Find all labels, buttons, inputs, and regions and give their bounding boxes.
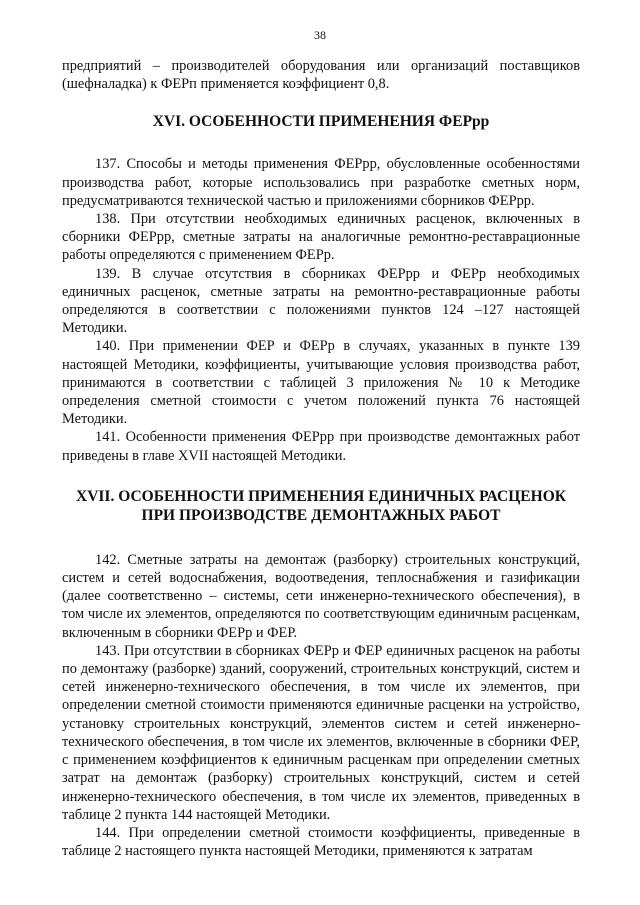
paragraph-144: 144. При определении сметной стоимости коэффициенты, приведенные в таблице 2 настоящего пункта настоящей Методики, применяются к затратам [62,824,580,860]
paragraph-141: 141. Особенности применения ФЕРрр при производстве демонтажных работ приведены в главе XVII настоящей Методики. [62,429,580,464]
paragraph-140: 140. При применении ФЕР и ФЕРр в случаях, указанных в пункте 139 настоящей Методики, коэффициенты, учитывающие условия производства работ, принимаются в соответствии с таблицей 3 приложения № 10 к Методике определения сметной стоимости с учетом положений пункта 76 настоящей Методики. [62,338,580,428]
paragraph-139: 139. В случае отсутствия в сборниках ФЕРрр и ФЕРр необходимых единичных расценок, сметные затраты на ремонтно-реставрационные работы определяются в соответствии с положениями пунктов 124 –127 настоящей Методики. [62,265,580,337]
paragraph-continuation: предприятий – производителей оборудования или организаций поставщиков (шефналадка) к ФЕРп применяется коэффициент 0,8. [62,58,580,93]
section-heading-17-line-1: XVII. ОСОБЕННОСТИ ПРИМЕНЕНИЯ ЕДИНИЧНЫХ РАСЦЕНОК [76,487,566,505]
section-heading-17 [62,487,580,525]
paragraph-137: 137. Способы и методы применения ФЕРрр, обусловленные особенностями производства работ, которые использовались при разработке сметных норм, предусматриваются технической частью и приложениями сборников ФЕРрр. [62,156,580,209]
page-number: 38 [314,28,326,42]
paragraph-138: 138. При отсутствии необходимых единичных расценок, включенных в сборники ФЕРрр, сметные затраты на аналогичные ремонтно-реставрационные работы определяются с применением ФЕРр. [62,211,580,264]
paragraph-142: 142. Сметные затраты на демонтаж (разборку) строительных конструкций, систем и сетей водоснабжения, водоотведения, теплоснабжения и газификации (далее соответственно – системы, сети инженерно-технического обеспечения), в том числе их элементов, определяются по соответствующим единичным расценкам, включенным в сборники ФЕРр и ФЕР. [62,551,580,641]
section-heading-17-line-2: ПРИ ПРОИЗВОДСТВЕ ДЕМОНТАЖНЫХ РАБОТ [141,506,501,524]
section-heading-16: XVI. ОСОБЕННОСТИ ПРИМЕНЕНИЯ ФЕРрр [152,113,490,131]
paragraph-143: 143. При отсутствии в сборниках ФЕРр и ФЕР единичных расценок на работы по демонтажу (разборке) зданий, сооружений, строительных конструкций, систем и сетей инженерно-технического обеспечения, в том числе их элементов, при определении сметной стоимости применяются единичные расценки на устройство, установку строительных конструкций, элементов систем и сетей инженерно-технического обеспечения, в том числе их элементов, включенные в сборники ФЕР, с применением коэффициентов к единичным расценкам при определении сметных затрат на демонтаж (разборку) строительных конструкций, систем и сетей инженерно-технического обеспечения, в том числе их элементов, приведенных в таблице 2 пункта 144 настоящей Методики. [62,642,580,823]
page-content [62,57,580,860]
